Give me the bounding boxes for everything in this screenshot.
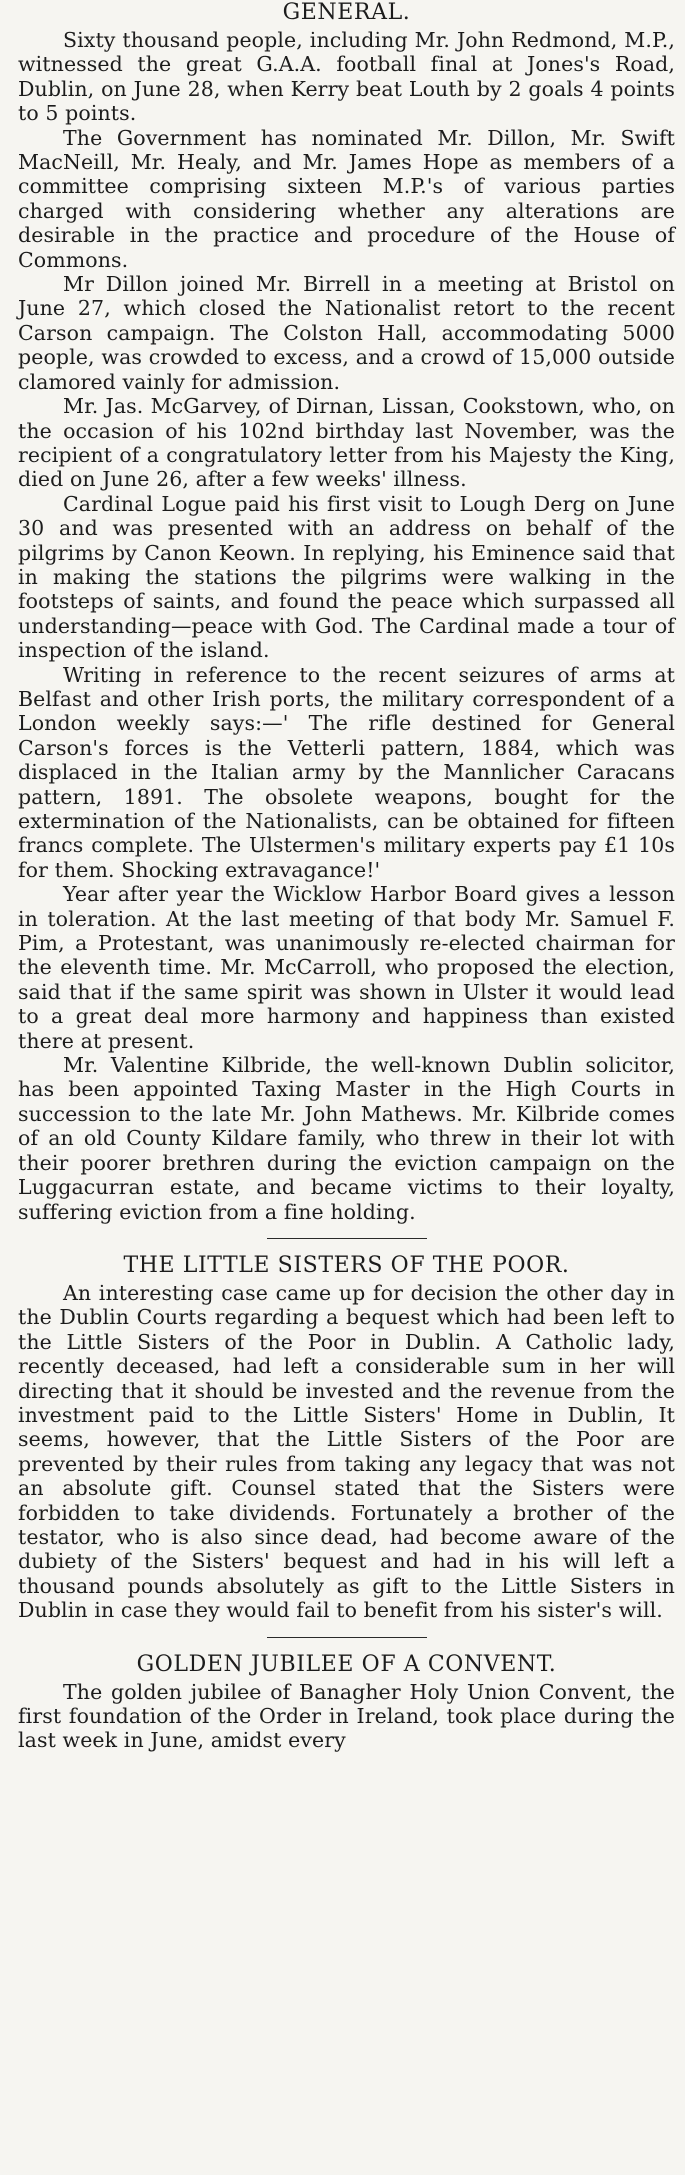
paragraph-mcgarvey: Mr. Jas. McGarvey, of Dirnan, Lissan, Cookstown, who, on the occasion of his 102nd birthday last November, was the recipient of a congratulatory letter from his Majesty the King, died on June 26, after a few weeks' illness. [18,394,675,492]
paragraph-gaa-final: Sixty thousand people, including Mr. John Redmond, M.P., witnessed the great G.A.A. football final at Jones's Road, Dublin, on June 28, when Kerry beat Louth by 2 goals 4 points to 5 points. [18,28,675,126]
paragraph-banagher-convent: The golden jubilee of Banagher Holy Union Convent, the first foundation of the Order in Ireland, took place during the last week in June, amidst every [18,1679,675,1753]
paragraph-kilbride: Mr. Valentine Kilbride, the well-known Dublin solicitor, has been appointed Taxing Master in the High Courts in succession to the late Mr. John Mathews. Mr. Kilbride comes of an old County Kildare family, who threw in their lot with their poorer brethren during the eviction campaign on the Luggacurran estate, and became victims to their loyalty, suffering eviction from a fine holding. [18,1053,675,1224]
section-divider [267,1238,427,1239]
paragraph-committee: The Government has nominated Mr. Dillon, Mr. Swift MacNeill, Mr. Healy, and Mr. James Hope as members of a committee comprising sixteen M.P.'s of various parties charged with considering whether any alterations are desirable in the practice and procedure of the House of Commons. [18,125,675,272]
paragraph-arms-seizures: Writing in reference to the recent seizures of arms at Belfast and other Irish ports, the military correspondent of a London weekly says:—' The rifle destined for General Carson's forces is the Vetterli pattern, 1884, which was displaced in the Italian army by the Mannlicher Caracans pattern, 1891. The obsolete weapons, bought for the extermination of the Nationalists, can be obtained for fifteen francs complete. The Ulstermen's military experts pay £1 10s for them. Shocking extravagance!' [18,662,675,882]
paragraph-wicklow-harbor: Year after year the Wicklow Harbor Board gives a lesson in toleration. At the last meeting of that body Mr. Samuel F. Pim, a Protestant, was unanimously re-elected chairman for the eleventh time. Mr. McCarroll, who proposed the election, said that if the same spirit was shown in Ulster it would lead to a great deal more harmony and happiness than existed there at present. [18,882,675,1053]
paragraph-little-sisters-bequest: An interesting case came up for decision the other day in the Dublin Courts regarding a bequest which had been left to the Little Sisters of the Poor in Dublin. A Catholic lady, recently deceased, had left a considerable sum in her will directing that it should be invested and the revenue from the investment paid to the Little Sisters' Home in Dublin, It seems, however, that the Little Sisters of the Poor are prevented by their rules from taking any legacy that was not an absolute gift. Counsel stated that the Sisters were forbidden to take dividends. Fortunately a brother of the testator, who is also since dead, had become aware of the dubiety of the Sisters' bequest and had in his will left a thousand pounds absolutely as gift to the Little Sisters in Dublin in case they would fail to benefit from his sister's will. [18,1280,675,1623]
paragraph-cardinal-logue: Cardinal Logue paid his first visit to Lough Derg on June 30 and was presented with an address on behalf of the pilgrims by Canon Keown. In replying, his Eminence said that in making the stations the pilgrims were walking in the footsteps of saints, and found the peace which surpassed all understanding—peace with God. The Cardinal made a tour of inspection of the island. [18,491,675,663]
paragraph-bristol-meeting: Mr Dillon joined Mr. Birrell in a meeting at Bristol on June 27, which closed the Nationalist retort to the recent Carson campaign. The Colston Hall, accommodating 5000 people, was crowded to excess, and a crowd of 15,000 outside clamored vainly for admission. [18,272,675,394]
section-heading-little-sisters: THE LITTLE SISTERS OF THE POOR. [123,1252,570,1278]
section-divider [267,1637,427,1638]
section-heading-golden-jubilee: GOLDEN JUBILEE OF A CONVENT. [136,1651,557,1677]
article-column [18,0,675,1753]
section-heading-general: GENERAL. [282,0,411,25]
